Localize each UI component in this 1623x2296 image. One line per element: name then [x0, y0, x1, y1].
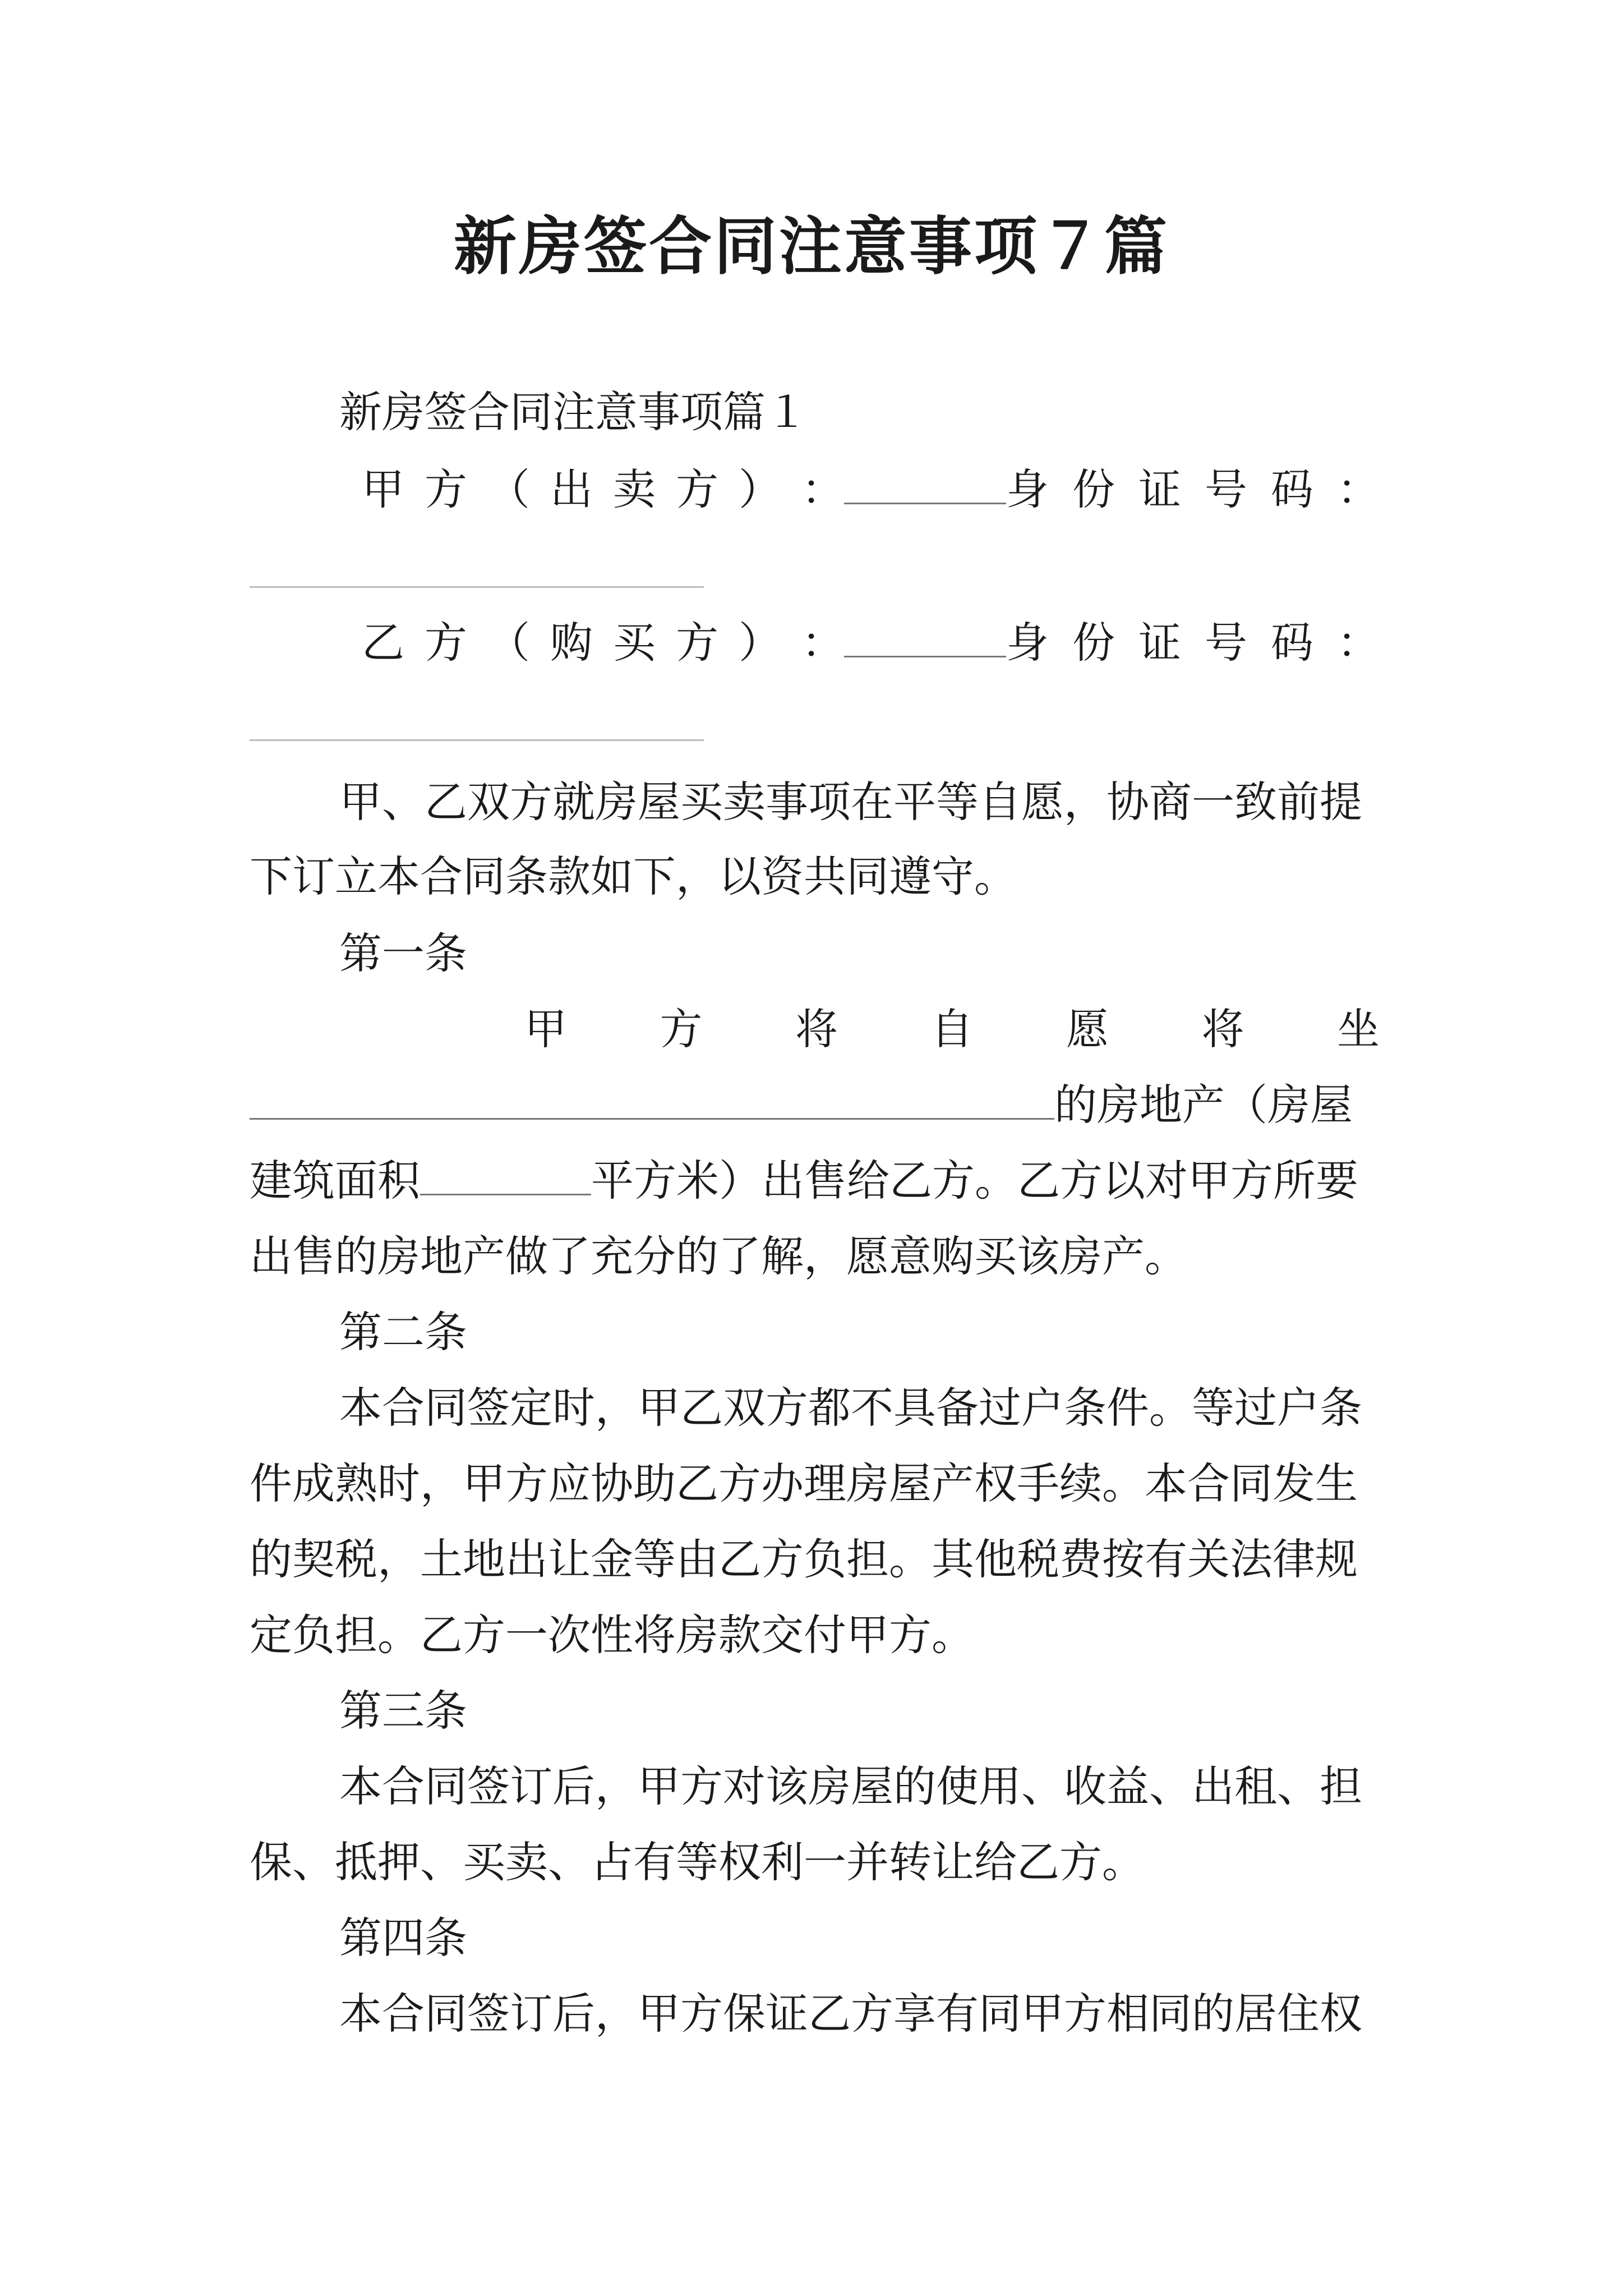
property-location-blank[interactable] [250, 1079, 1054, 1120]
party-b-line [250, 615, 1380, 671]
article-3-heading: 第三条 [339, 1686, 467, 1736]
article-1-line-1: 甲 方 将 自 愿 将 坐 [524, 1004, 1380, 1054]
party-a-line [250, 462, 1380, 518]
party-a-id-blank[interactable] [250, 586, 704, 588]
article-2-heading: 第二条 [339, 1307, 467, 1357]
article-1-line-4: 出售的房地产做了充分的了解，愿意购买该房产。 [250, 1231, 1187, 1281]
floor-area-blank[interactable] [420, 1154, 591, 1195]
party-a-label: 甲 方 （ 出 卖 方 ） ： [362, 464, 844, 514]
article-2-line-4: 定负担。乙方一次性将房款交付甲方。 [250, 1610, 974, 1660]
intro-line-1: 甲、乙双方就房屋买卖事项在平等自愿，协商一致前提 [339, 777, 1362, 827]
section-heading: 新房签合同注意事项篇１ [339, 387, 808, 437]
article-4-line-1: 本合同签订后，甲方保证乙方享有同甲方相同的居住权 [339, 1989, 1362, 2039]
article-4-heading: 第四条 [339, 1913, 467, 1963]
article-3-line-1: 本合同签订后，甲方对该房屋的使用、收益、出租、担 [339, 1761, 1362, 1811]
party-b-label: 乙 方 （ 购 买 方 ） ： [362, 618, 844, 668]
article-2-line-2: 件成熟时，甲方应协助乙方办理房屋产权手续。本合同发生 [250, 1458, 1358, 1508]
article-1-line-3: 建筑面积 平方米）出售给乙方。乙方以对甲方所要 [250, 1156, 1358, 1205]
intro-line-2: 下订立本合同条款如下，以资共同遵守。 [250, 852, 1017, 901]
party-b-id-blank[interactable] [250, 739, 704, 741]
article-1-line-2: 的房地产（房屋 [250, 1077, 1380, 1133]
article-3-line-2: 保、抵押、买卖、占有等权利一并转让给乙方。 [250, 1837, 1145, 1887]
article-2-line-3: 的契税，土地出让金等由乙方负担。其他税费按有关法律规 [250, 1534, 1358, 1584]
party-a-name-blank[interactable] [844, 463, 1006, 504]
party-b-name-blank[interactable] [844, 616, 1006, 657]
party-a-id-label: 身 份 证 号 码 ： [1006, 464, 1380, 514]
document-title: 新房签合同注意事项７篇 [454, 210, 1169, 283]
article-1-heading: 第一条 [339, 928, 467, 978]
article-2-line-1: 本合同签定时，甲乙双方都不具备过户条件。等过户条 [339, 1383, 1362, 1433]
party-b-id-label: 身 份 证 号 码 ： [1006, 618, 1380, 668]
